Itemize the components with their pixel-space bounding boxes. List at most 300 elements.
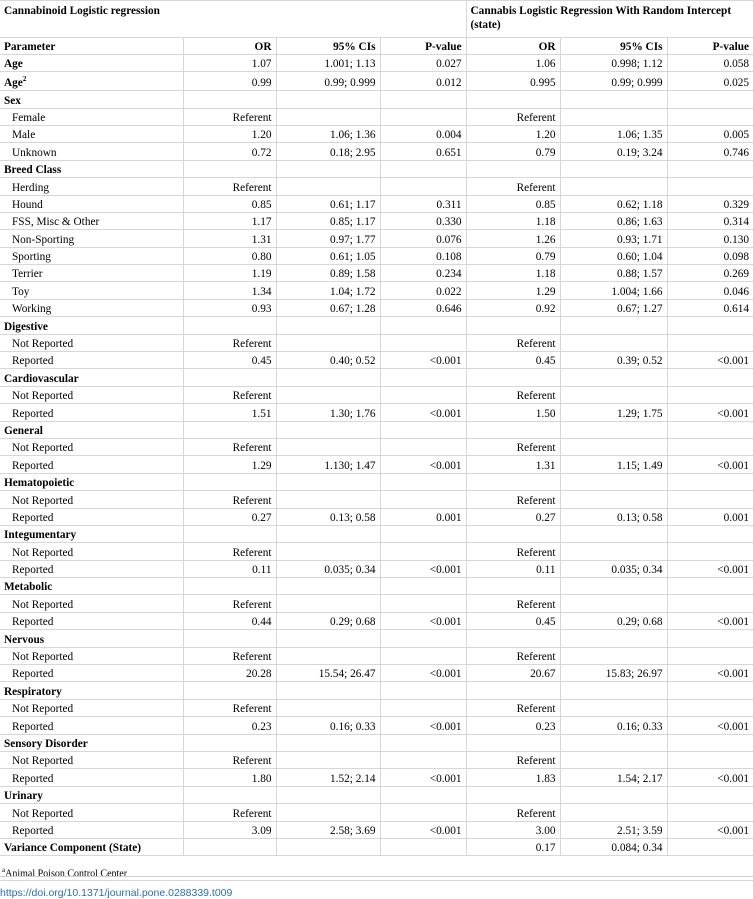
cell-pvalue: 0.330 — [380, 212, 466, 229]
cell-pvalue — [380, 317, 466, 334]
section-row — [0, 369, 753, 386]
cell-parameter — [0, 612, 183, 629]
cell-or: 0.23 — [466, 717, 560, 734]
divider — [0, 876, 753, 877]
cell-ci: 1.52; 2.14 — [276, 769, 380, 786]
cell-ci — [560, 630, 667, 647]
cell-pvalue: 0.329 — [667, 195, 753, 212]
cell-parameter — [0, 265, 183, 282]
cell-parameter — [0, 212, 183, 229]
column-header-pvalue: P-value — [380, 38, 466, 55]
cell-pvalue: 0.022 — [380, 282, 466, 299]
cell-or: 0.80 — [183, 247, 276, 264]
cell-or: 20.28 — [183, 665, 276, 682]
superscript: 2 — [22, 75, 27, 84]
cell-pvalue: 0.001 — [667, 508, 753, 525]
cell-or: Referent — [183, 108, 276, 125]
cell-ci: 1.130; 1.47 — [276, 456, 380, 473]
table-row — [0, 72, 753, 91]
cell-pvalue — [380, 491, 466, 508]
cell-ci: 0.998; 1.12 — [560, 55, 667, 72]
cell-ci: 0.93; 1.71 — [560, 230, 667, 247]
cell-or — [466, 630, 560, 647]
cell-ci — [276, 108, 380, 125]
cell-ci — [560, 108, 667, 125]
cell-or: Referent — [183, 752, 276, 769]
cell-or: 0.85 — [466, 195, 560, 212]
table-row — [0, 247, 753, 264]
cell-ci: 0.67; 1.28 — [276, 299, 380, 316]
cell-pvalue — [380, 438, 466, 455]
cell-ci — [276, 473, 380, 490]
cell-or: 1.17 — [183, 212, 276, 229]
cell-parameter — [0, 682, 183, 699]
cell-pvalue: <0.001 — [380, 404, 466, 421]
cell-parameter — [0, 752, 183, 769]
cell-pvalue: 0.311 — [380, 195, 466, 212]
cell-or: Referent — [466, 438, 560, 455]
cell-parameter — [0, 473, 183, 490]
table-row — [0, 55, 753, 72]
cell-or: Referent — [183, 647, 276, 664]
cell-or — [466, 473, 560, 490]
cell-parameter — [0, 108, 183, 125]
parameter-label: Nervous — [4, 633, 45, 646]
parameter-label: Hound — [12, 198, 43, 211]
cell-ci — [276, 438, 380, 455]
cell-pvalue — [667, 438, 753, 455]
parameter-label: Reported — [12, 668, 54, 681]
table-group-header — [0, 1, 753, 38]
cell-or — [183, 91, 276, 108]
cell-pvalue — [380, 178, 466, 195]
cell-parameter — [0, 125, 183, 142]
cell-or: 1.83 — [466, 769, 560, 786]
cell-ci: 1.06; 1.36 — [276, 125, 380, 142]
cell-pvalue — [667, 178, 753, 195]
cell-ci — [276, 334, 380, 351]
cell-or: Referent — [183, 438, 276, 455]
cell-parameter — [0, 491, 183, 508]
cell-ci — [276, 160, 380, 177]
section-row — [0, 630, 753, 647]
cell-ci — [560, 543, 667, 560]
parameter-label: Not Reported — [12, 755, 74, 768]
table-row — [0, 212, 753, 229]
table-row — [0, 543, 753, 560]
cell-or: Referent — [466, 595, 560, 612]
cell-ci: 0.29; 0.68 — [560, 612, 667, 629]
cell-ci — [276, 91, 380, 108]
cell-or: 0.45 — [466, 352, 560, 369]
section-row — [0, 682, 753, 699]
cell-parameter — [0, 665, 183, 682]
parameter-label: Metabolic — [4, 581, 53, 594]
cell-pvalue — [380, 734, 466, 751]
section-row — [0, 317, 753, 334]
cell-ci: 2.51; 3.59 — [560, 821, 667, 838]
cell-or: 1.18 — [466, 265, 560, 282]
cell-or: 0.44 — [183, 612, 276, 629]
cell-parameter — [0, 404, 183, 421]
cell-ci — [560, 525, 667, 542]
cell-or — [183, 369, 276, 386]
parameter-label: Terrier — [12, 268, 43, 281]
cell-pvalue — [380, 595, 466, 612]
cell-pvalue: <0.001 — [667, 769, 753, 786]
cell-ci — [560, 578, 667, 595]
cell-or: Referent — [183, 543, 276, 560]
cell-or: 1.29 — [183, 456, 276, 473]
table-row — [0, 717, 753, 734]
cell-ci: 1.15; 1.49 — [560, 456, 667, 473]
cell-ci — [560, 317, 667, 334]
cell-or: 1.31 — [183, 230, 276, 247]
cell-ci — [560, 786, 667, 803]
cell-ci — [276, 682, 380, 699]
cell-ci: 0.85; 1.17 — [276, 212, 380, 229]
cell-pvalue — [380, 525, 466, 542]
cell-ci — [560, 178, 667, 195]
cell-pvalue — [667, 752, 753, 769]
group-header-cannabinoid: Cannabinoid Logistic regression — [0, 1, 466, 38]
cell-ci — [560, 491, 667, 508]
cell-ci — [560, 421, 667, 438]
cell-ci: 1.001; 1.13 — [276, 55, 380, 72]
cell-parameter — [0, 525, 183, 542]
parameter-label: Male — [12, 129, 36, 142]
cell-parameter — [0, 821, 183, 838]
table-row — [0, 595, 753, 612]
table-row — [0, 178, 753, 195]
cell-pvalue — [380, 334, 466, 351]
cell-or: 0.45 — [466, 612, 560, 629]
cell-pvalue: 0.314 — [667, 212, 753, 229]
table-row — [0, 804, 753, 821]
cell-pvalue — [667, 421, 753, 438]
cell-ci: 1.004; 1.66 — [560, 282, 667, 299]
parameter-label: Not Reported — [12, 442, 74, 455]
cell-or — [183, 525, 276, 542]
cell-parameter — [0, 334, 183, 351]
parameter-label: Age — [4, 77, 23, 90]
cell-pvalue — [667, 525, 753, 542]
section-row — [0, 91, 753, 108]
cell-ci — [560, 473, 667, 490]
cell-pvalue: 0.130 — [667, 230, 753, 247]
cell-ci — [560, 334, 667, 351]
cell-or: Referent — [183, 595, 276, 612]
cell-parameter — [0, 595, 183, 612]
cell-or: 0.27 — [183, 508, 276, 525]
cell-ci — [560, 160, 667, 177]
cell-parameter — [0, 578, 183, 595]
cell-pvalue: 0.108 — [380, 247, 466, 264]
cell-parameter — [0, 369, 183, 386]
cell-parameter — [0, 72, 183, 91]
cell-or: Referent — [466, 386, 560, 403]
doi-link[interactable]: https://doi.org/10.1371/journal.pone.0288339.t009 — [0, 880, 753, 899]
parameter-label: Not Reported — [12, 807, 74, 820]
cell-or: 0.99 — [183, 72, 276, 91]
cell-ci: 0.97; 1.77 — [276, 230, 380, 247]
cell-pvalue — [667, 647, 753, 664]
column-header-or: OR — [183, 38, 276, 55]
cell-ci — [560, 91, 667, 108]
cell-or: 0.85 — [183, 195, 276, 212]
cell-ci — [276, 491, 380, 508]
cell-pvalue — [380, 91, 466, 108]
cell-or: 1.06 — [466, 55, 560, 72]
cell-pvalue — [667, 543, 753, 560]
cell-or — [183, 786, 276, 803]
cell-ci — [276, 699, 380, 716]
cell-parameter — [0, 317, 183, 334]
cell-pvalue: 0.614 — [667, 299, 753, 316]
cell-or: Referent — [466, 334, 560, 351]
cell-ci — [276, 647, 380, 664]
section-row — [0, 734, 753, 751]
cell-or: Referent — [183, 699, 276, 716]
cell-pvalue: 0.269 — [667, 265, 753, 282]
cell-pvalue — [380, 108, 466, 125]
cell-ci: 0.18; 2.95 — [276, 143, 380, 160]
cell-pvalue — [667, 369, 753, 386]
cell-pvalue: 0.004 — [380, 125, 466, 142]
cell-pvalue: 0.001 — [380, 508, 466, 525]
cell-ci: 0.16; 0.33 — [560, 717, 667, 734]
cell-or — [466, 786, 560, 803]
table-row — [0, 560, 753, 577]
section-row — [0, 578, 753, 595]
table-row — [0, 508, 753, 525]
cell-ci — [560, 734, 667, 751]
cell-ci: 0.39; 0.52 — [560, 352, 667, 369]
parameter-label: Reported — [12, 616, 54, 629]
table-row — [0, 647, 753, 664]
cell-ci — [560, 386, 667, 403]
cell-ci — [276, 804, 380, 821]
cell-pvalue — [667, 160, 753, 177]
cell-or: Referent — [466, 804, 560, 821]
cell-ci — [276, 595, 380, 612]
cell-or — [183, 682, 276, 699]
section-row — [0, 160, 753, 177]
parameter-label: Reported — [12, 407, 54, 420]
cell-pvalue — [667, 595, 753, 612]
cell-parameter — [0, 804, 183, 821]
cell-pvalue — [667, 473, 753, 490]
table-row — [0, 282, 753, 299]
cell-ci: 0.88; 1.57 — [560, 265, 667, 282]
cell-ci: 2.58; 3.69 — [276, 821, 380, 838]
cell-pvalue — [380, 369, 466, 386]
section-row — [0, 421, 753, 438]
footnote-text: Animal Poison Control Center — [5, 868, 128, 880]
table-row — [0, 438, 753, 455]
cell-ci: 1.54; 2.17 — [560, 769, 667, 786]
parameter-label: Urinary — [4, 790, 43, 803]
parameter-label: FSS, Misc & Other — [12, 216, 100, 229]
cell-or: 3.09 — [183, 821, 276, 838]
table-row — [0, 108, 753, 125]
parameter-label: General — [4, 424, 43, 437]
cell-pvalue: 0.651 — [380, 143, 466, 160]
cell-pvalue: <0.001 — [667, 717, 753, 734]
cell-ci — [276, 386, 380, 403]
cell-pvalue: <0.001 — [667, 560, 753, 577]
cell-or: 1.80 — [183, 769, 276, 786]
cell-ci — [560, 804, 667, 821]
cell-pvalue — [667, 786, 753, 803]
cell-or — [183, 578, 276, 595]
cell-pvalue — [380, 421, 466, 438]
cell-pvalue: <0.001 — [380, 769, 466, 786]
cell-ci: 1.06; 1.35 — [560, 125, 667, 142]
cell-ci: 0.86; 1.63 — [560, 212, 667, 229]
cell-ci — [276, 630, 380, 647]
cell-pvalue: <0.001 — [380, 821, 466, 838]
cell-pvalue: <0.001 — [380, 560, 466, 577]
cell-ci: 1.04; 1.72 — [276, 282, 380, 299]
cell-ci — [276, 525, 380, 542]
cell-or: Referent — [183, 804, 276, 821]
cell-or — [466, 421, 560, 438]
cell-or: Referent — [183, 386, 276, 403]
cell-parameter — [0, 786, 183, 803]
cell-or: Referent — [183, 491, 276, 508]
cell-or: 1.19 — [183, 265, 276, 282]
cell-or: 1.51 — [183, 404, 276, 421]
cell-ci: 0.99; 0.999 — [560, 72, 667, 91]
cell-ci: 0.29; 0.68 — [276, 612, 380, 629]
cell-parameter — [0, 91, 183, 108]
cell-parameter — [0, 543, 183, 560]
cell-pvalue: <0.001 — [667, 404, 753, 421]
cell-ci — [276, 317, 380, 334]
parameter-label: Variance Component (State) — [4, 842, 142, 855]
table-row — [0, 769, 753, 786]
parameter-label: Sex — [4, 94, 21, 107]
cell-or: 0.995 — [466, 72, 560, 91]
section-row — [0, 473, 753, 490]
cell-or: 20.67 — [466, 665, 560, 682]
cell-ci: 0.61; 1.17 — [276, 195, 380, 212]
cell-pvalue: <0.001 — [380, 717, 466, 734]
cell-or: 1.31 — [466, 456, 560, 473]
cell-ci — [276, 543, 380, 560]
cell-ci — [560, 647, 667, 664]
cell-or: 0.79 — [466, 143, 560, 160]
cell-parameter — [0, 160, 183, 177]
cell-parameter — [0, 717, 183, 734]
cell-or: 0.72 — [183, 143, 276, 160]
parameter-label: Not Reported — [12, 598, 74, 611]
cell-pvalue: 0.027 — [380, 55, 466, 72]
cell-parameter — [0, 178, 183, 195]
cell-pvalue — [380, 647, 466, 664]
cell-pvalue — [667, 699, 753, 716]
cell-pvalue: <0.001 — [667, 352, 753, 369]
table-row — [0, 821, 753, 838]
parameter-label: Not Reported — [12, 338, 74, 351]
cell-or — [466, 682, 560, 699]
cell-ci — [276, 838, 380, 855]
cell-pvalue: 0.076 — [380, 230, 466, 247]
cell-or: 0.79 — [466, 247, 560, 264]
cell-pvalue — [380, 804, 466, 821]
table-column-header — [0, 38, 753, 55]
cell-ci — [560, 438, 667, 455]
cell-or — [183, 421, 276, 438]
table-row — [0, 334, 753, 351]
parameter-label: Age — [4, 58, 23, 71]
cell-pvalue: <0.001 — [667, 456, 753, 473]
cell-pvalue — [667, 108, 753, 125]
table-row — [0, 404, 753, 421]
cell-pvalue — [380, 752, 466, 769]
parameter-label: Unknown — [12, 146, 57, 159]
cell-parameter — [0, 508, 183, 525]
cell-parameter — [0, 55, 183, 72]
cell-pvalue — [380, 160, 466, 177]
parameter-label: Breed Class — [4, 164, 62, 177]
cell-parameter — [0, 560, 183, 577]
cell-or — [466, 91, 560, 108]
cell-pvalue — [380, 630, 466, 647]
parameter-label: Reported — [12, 355, 54, 368]
parameter-label: Not Reported — [12, 494, 74, 507]
cell-parameter — [0, 838, 183, 855]
cell-ci — [276, 734, 380, 751]
cell-ci — [560, 699, 667, 716]
cell-ci: 1.29; 1.75 — [560, 404, 667, 421]
cell-or: 1.20 — [466, 125, 560, 142]
column-header-ci: 95% CIs — [276, 38, 380, 55]
cell-pvalue: <0.001 — [380, 665, 466, 682]
cell-parameter — [0, 195, 183, 212]
cell-or — [466, 525, 560, 542]
cell-pvalue — [380, 473, 466, 490]
cell-ci: 0.67; 1.27 — [560, 299, 667, 316]
cell-pvalue — [667, 386, 753, 403]
cell-or: 1.26 — [466, 230, 560, 247]
cell-or — [183, 317, 276, 334]
cell-pvalue — [380, 578, 466, 595]
parameter-label: Female — [12, 111, 46, 124]
cell-or: 0.92 — [466, 299, 560, 316]
parameter-label: Sensory Disorder — [4, 738, 88, 750]
cell-parameter — [0, 230, 183, 247]
cell-pvalue: <0.001 — [667, 821, 753, 838]
cell-pvalue: 0.098 — [667, 247, 753, 264]
cell-pvalue: 0.646 — [380, 299, 466, 316]
column-header-ci: 95% CIs — [560, 38, 667, 55]
cell-ci — [276, 786, 380, 803]
cell-or: 1.29 — [466, 282, 560, 299]
table-row — [0, 265, 753, 282]
table-row — [0, 491, 753, 508]
cell-ci — [276, 578, 380, 595]
cell-pvalue: 0.234 — [380, 265, 466, 282]
cell-or: 1.34 — [183, 282, 276, 299]
parameter-label: Reported — [12, 511, 54, 524]
parameter-label: Reported — [12, 459, 54, 472]
cell-or: Referent — [466, 752, 560, 769]
table-row — [0, 699, 753, 716]
cell-ci: 0.61; 1.05 — [276, 247, 380, 264]
cell-ci: 0.084; 0.34 — [560, 838, 667, 855]
